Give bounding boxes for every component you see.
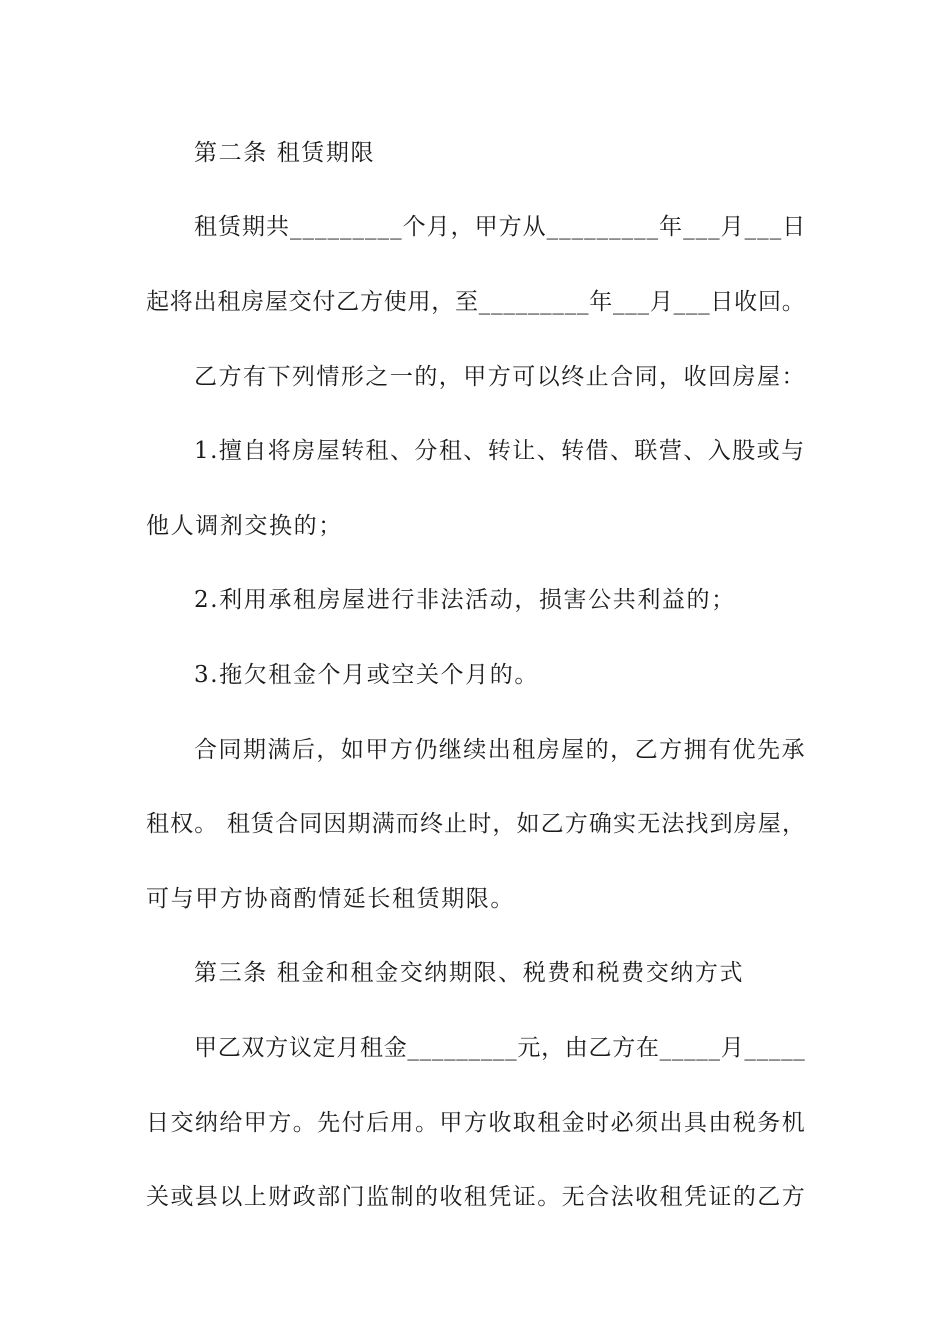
paragraph-line: 租赁期共_________个月，甲方从_________年___月___日 [194, 214, 807, 240]
paragraph-line: 合同期满后，如甲方仍继续出租房屋的，乙方拥有优先承 [194, 737, 806, 763]
paragraph-line: 日交纳给甲方。先付后用。甲方收取租金时必须出具由税务机 [146, 1110, 807, 1136]
paragraph-line: 起将出租房屋交付乙方使用，至_________年___月___日收回。 [146, 289, 806, 315]
list-item-1-continued: 他人调剂交换的； [146, 513, 343, 539]
section-heading-lease-term: 第二条 租赁期限 [194, 140, 376, 166]
list-item-3: 3.拖欠租金个月或空关个月的。 [194, 662, 539, 688]
paragraph-line: 租权。 租赁合同因期满而终止时，如乙方确实无法找到房屋， [146, 811, 807, 837]
paragraph-line: 关或县以上财政部门监制的收租凭证。无合法收租凭证的乙方 [146, 1184, 807, 1210]
list-item-2: 2.利用承租房屋进行非法活动，损害公共利益的； [194, 587, 736, 613]
paragraph-line: 乙方有下列情形之一的，甲方可以终止合同，收回房屋： [194, 364, 806, 390]
list-item-1: 1.擅自将房屋转租、分租、转让、转借、联营、入股或与 [194, 438, 806, 464]
paragraph-line: 甲乙双方议定月租金_________元，由乙方在_____月_____ [194, 1035, 806, 1061]
section-heading-rent: 第三条 租金和租金交纳期限、税费和税费交纳方式 [194, 960, 745, 986]
paragraph-line: 可与甲方协商酌情延长租赁期限。 [146, 886, 515, 912]
